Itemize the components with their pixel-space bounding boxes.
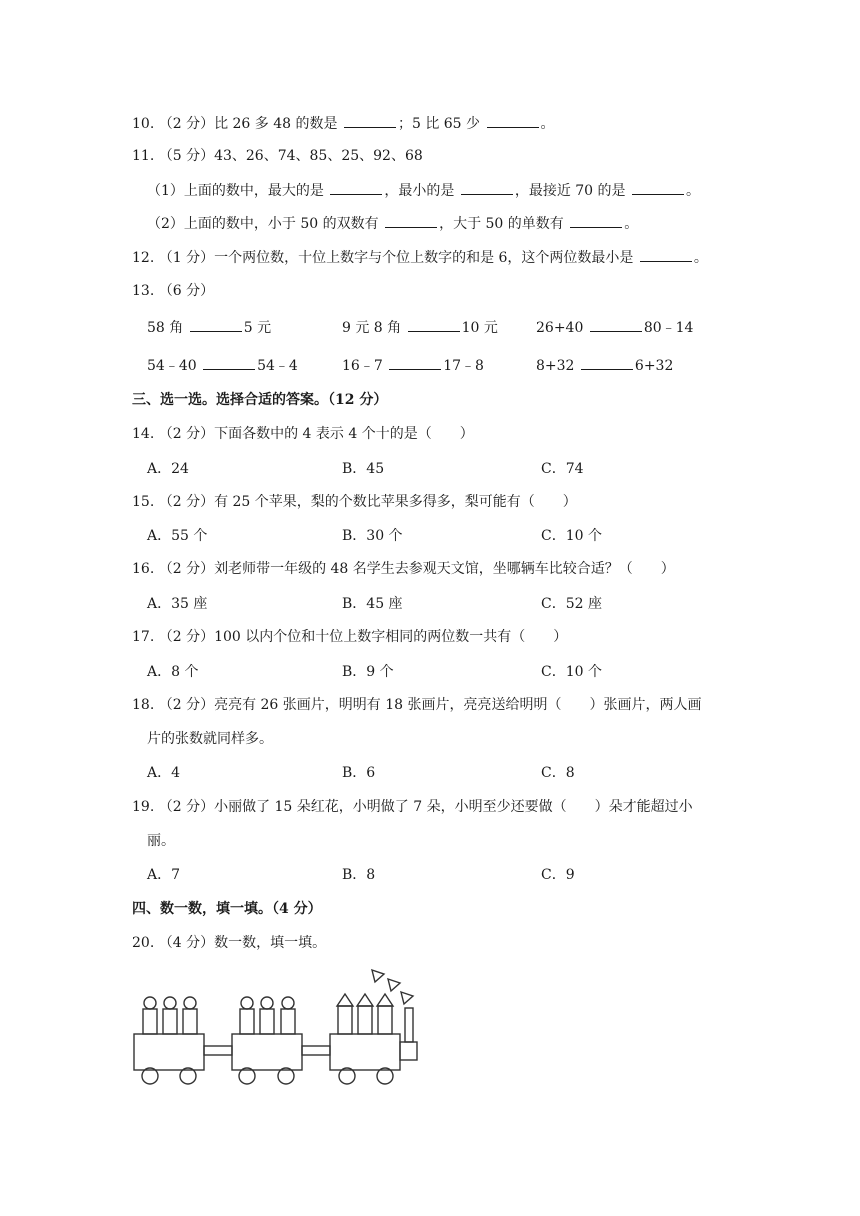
compare-left: 26+40 xyxy=(536,320,584,336)
rectangle-shape xyxy=(183,1009,197,1034)
question-15 xyxy=(132,492,577,512)
answer-blank[interactable] xyxy=(581,355,633,370)
rectangle-shape xyxy=(260,1009,274,1034)
compare-right: 6+32 xyxy=(634,358,674,374)
option-c[interactable]: C．10 个 xyxy=(541,664,602,680)
question-text: （2 分）比 26 多 48 的数是 xyxy=(158,116,338,132)
question-text: ，最接近 70 的是 xyxy=(514,183,626,199)
compare-item xyxy=(147,355,298,376)
question-10 xyxy=(132,113,555,134)
answer-blank[interactable] xyxy=(461,180,513,195)
option-a[interactable]: A．35 座 xyxy=(147,596,208,612)
compare-item xyxy=(536,317,693,338)
section-heading: 四、数一数，填一填。（4 分） xyxy=(132,901,322,917)
question-number: 14. xyxy=(132,426,155,442)
option-c[interactable]: C．74 xyxy=(541,461,584,477)
compare-left: 9 元 8 角 xyxy=(342,320,402,336)
compare-item xyxy=(536,355,673,376)
option-b[interactable]: B．30 个 xyxy=(342,528,403,544)
question-text: 。 xyxy=(686,183,700,199)
question-text: （1 分）一个两位数，十位上数字与个位上数字的和是 6，这个两位数最小是 xyxy=(158,250,634,266)
compare-right: 54﹣4 xyxy=(257,358,298,374)
connector-rectangle xyxy=(302,1046,330,1055)
question-number: 13. xyxy=(132,283,155,299)
answer-blank[interactable] xyxy=(487,113,539,128)
train-car-rectangle xyxy=(330,1034,400,1070)
question-text: ，最小的是 xyxy=(384,183,455,199)
option-a[interactable]: A．4 xyxy=(147,765,181,781)
triangle-shape xyxy=(357,994,373,1006)
question-12 xyxy=(132,247,708,268)
answer-blank[interactable] xyxy=(632,180,684,195)
compare-right: 80﹣14 xyxy=(643,320,694,336)
answer-blank[interactable] xyxy=(590,317,642,332)
option-b[interactable]: B．6 xyxy=(342,765,376,781)
option-b[interactable]: B．45 座 xyxy=(342,596,403,612)
question-number: 11. xyxy=(132,148,155,164)
question-11-part-2 xyxy=(147,213,638,234)
question-number: 20. xyxy=(132,935,155,951)
rectangle-shape xyxy=(338,1006,352,1034)
compare-right: 5 元 xyxy=(243,320,272,336)
triangle-shape xyxy=(401,992,413,1004)
compare-right: 17﹣8 xyxy=(443,358,484,374)
rectangle-shape xyxy=(358,1006,372,1034)
option-a[interactable]: A．24 xyxy=(147,461,189,477)
train-car-rectangle xyxy=(134,1034,204,1070)
question-text: （2 分）下面各数中的 4 表示 4 个十的是（ ） xyxy=(158,426,474,442)
question-19 xyxy=(132,797,693,817)
rectangle-shape xyxy=(378,1006,392,1034)
question-text: （5 分）43、26、74、85、25、92、68 xyxy=(158,148,423,164)
option-c[interactable]: C．52 座 xyxy=(541,596,602,612)
question-number: 17. xyxy=(132,629,155,645)
option-c[interactable]: C．10 个 xyxy=(541,528,602,544)
question-number: 18. xyxy=(132,697,155,713)
compare-item xyxy=(342,355,484,376)
rectangle-shape xyxy=(240,1009,254,1034)
circle-shape xyxy=(144,997,156,1009)
answer-blank[interactable] xyxy=(570,213,622,228)
triangle-shape xyxy=(377,994,393,1006)
rectangle-shape xyxy=(143,1009,157,1034)
circle-shape xyxy=(184,997,196,1009)
answer-blank[interactable] xyxy=(640,247,692,262)
rectangle-shape xyxy=(163,1009,177,1034)
compare-left: 54﹣40 xyxy=(147,358,197,374)
rectangle-shape xyxy=(281,1009,295,1034)
question-text: （2 分）小丽做了 15 朵红花，小明做了 7 朵，小明至少还要做（ ）朵才能超过小 xyxy=(158,799,693,815)
question-text: （2 分）刘老师带一年级的 48 名学生去参观天文馆，坐哪辆车比较合适？（ ） xyxy=(158,561,675,577)
compare-right: 10 元 xyxy=(461,320,498,336)
question-11-part-1 xyxy=(147,180,700,201)
option-b[interactable]: B．45 xyxy=(342,461,385,477)
answer-blank[interactable] xyxy=(203,355,255,370)
question-16 xyxy=(132,559,675,579)
option-a[interactable]: A．55 个 xyxy=(147,528,208,544)
question-text: ，大于 50 的单数有 xyxy=(439,216,564,232)
connector-rectangle xyxy=(204,1046,232,1055)
triangle-shape xyxy=(337,994,353,1006)
option-a[interactable]: A．8 个 xyxy=(147,664,199,680)
question-text: 。 xyxy=(540,116,555,132)
option-c[interactable]: C．8 xyxy=(541,765,575,781)
answer-blank[interactable] xyxy=(190,317,242,332)
question-text: （2 分）100 以内个位和十位上数字相同的两位数一共有（ ） xyxy=(158,629,568,645)
question-text-continued: 片的张数就同样多。 xyxy=(147,731,273,747)
compare-left: 16﹣7 xyxy=(342,358,383,374)
question-text: （4 分）数一数，填一填。 xyxy=(158,935,327,951)
compare-item xyxy=(342,317,498,338)
question-17 xyxy=(132,627,567,647)
train-car-rectangle xyxy=(232,1034,302,1070)
triangle-shape xyxy=(388,979,400,991)
option-c[interactable]: C．9 xyxy=(541,867,575,883)
section-heading: 三、选一选。选择合适的答案。（12 分） xyxy=(132,392,388,408)
circle-shape xyxy=(282,997,294,1009)
question-14 xyxy=(132,424,474,444)
triangle-shape xyxy=(372,970,384,982)
question-text: （6 分） xyxy=(158,283,215,299)
circle-shape xyxy=(261,997,273,1009)
train-shapes-figure xyxy=(128,962,424,1086)
question-number: 19. xyxy=(132,799,155,815)
circle-shape xyxy=(241,997,253,1009)
question-20 xyxy=(132,933,326,953)
question-number: 10. xyxy=(132,116,155,132)
answer-blank[interactable] xyxy=(385,213,437,228)
question-text: （2）上面的数中，小于 50 的双数有 xyxy=(147,216,379,232)
circle-shape xyxy=(164,997,176,1009)
question-number: 16. xyxy=(132,561,155,577)
question-number: 12. xyxy=(132,250,155,266)
question-18 xyxy=(132,695,702,715)
option-b[interactable]: B．9 个 xyxy=(342,664,394,680)
question-13 xyxy=(132,281,214,301)
compare-item xyxy=(147,317,271,338)
answer-blank[interactable] xyxy=(330,180,382,195)
question-text: 。 xyxy=(624,216,639,232)
question-text-continued: 丽。 xyxy=(147,833,175,849)
question-text: （1）上面的数中，最大的是 xyxy=(147,183,324,199)
answer-blank[interactable] xyxy=(408,317,460,332)
question-text: （2 分）有 25 个苹果，梨的个数比苹果多得多，梨可能有（ ） xyxy=(158,494,577,510)
chimney-rectangle xyxy=(405,1008,413,1042)
question-11 xyxy=(132,146,423,166)
answer-blank[interactable] xyxy=(389,355,441,370)
option-b[interactable]: B．8 xyxy=(342,867,376,883)
question-text: ；5 比 65 少 xyxy=(397,116,481,132)
compare-left: 8+32 xyxy=(536,358,575,374)
answer-blank[interactable] xyxy=(344,113,396,128)
question-number: 15. xyxy=(132,494,155,510)
option-a[interactable]: A．7 xyxy=(147,867,181,883)
question-text: 。 xyxy=(693,250,708,266)
question-text: （2 分）亮亮有 26 张画片，明明有 18 张画片，亮亮送给明明（ ）张画片，两人画 xyxy=(158,697,702,713)
compare-left: 58 角 xyxy=(147,320,184,336)
front-square xyxy=(400,1042,417,1060)
